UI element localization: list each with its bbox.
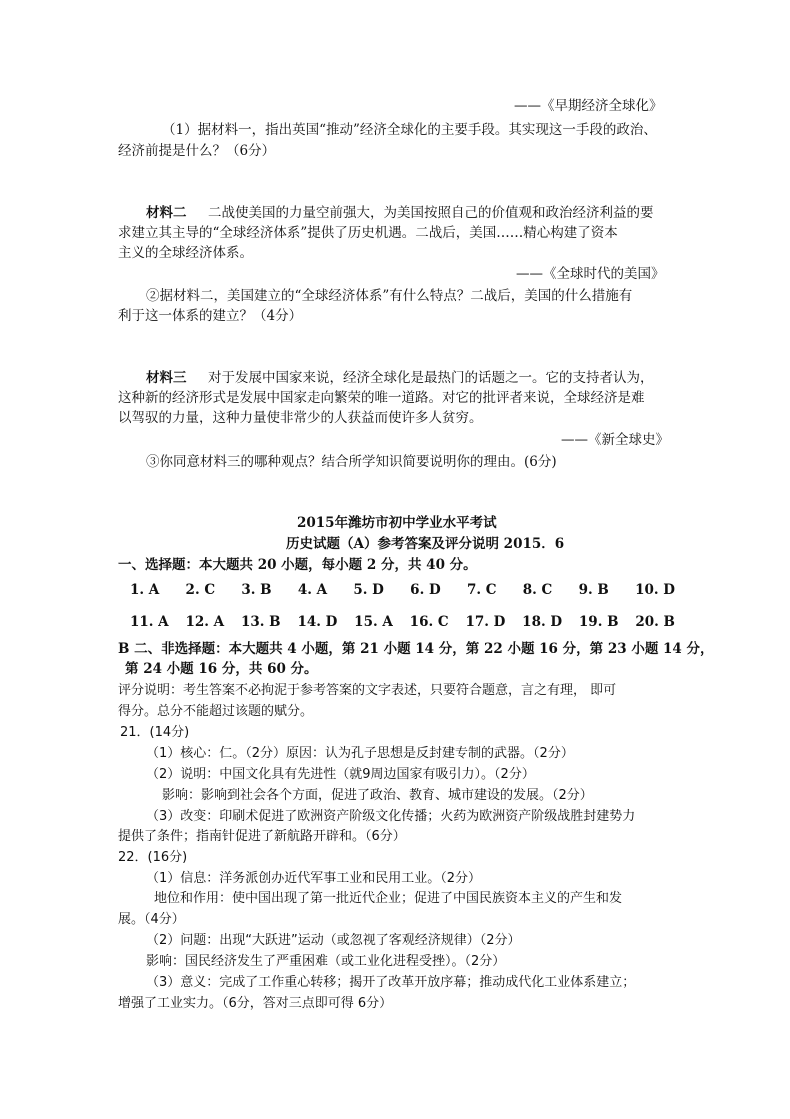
- answer-key-subtitle: 历史试题（A）参考答案及评分说明 2015．6: [286, 536, 565, 552]
- answer-item: 17. D: [465, 614, 506, 630]
- answer-21-part-2-impact: 影响：影响到社会各个方面，促进了政治、教育、城市建设的发展。（2分）: [162, 788, 593, 803]
- answer-item: 20. B: [635, 614, 675, 630]
- answer-21-part-2: （2）说明：中国文化具有先进性（就9周边国家有吸引力）。（2分）: [146, 767, 535, 782]
- answer-item: 12. A: [185, 614, 225, 630]
- answer-item: 19. B: [578, 614, 619, 630]
- source-global-america: ——《全球时代的美国》: [516, 266, 665, 282]
- answer-22-part-1-cont: 展。（4分）: [118, 912, 185, 927]
- answer-item: 7. C: [466, 582, 497, 598]
- section-2-heading-line-2: 第 24 小题 16 分，共 60 分。: [125, 661, 318, 677]
- answers-row-1: [130, 582, 675, 598]
- answer-item: 8. C: [522, 582, 553, 598]
- section-2-heading-line-1: B 二、非选择题：本大题共 4 小题，第 21 小题 14 分，第 22 小题 16 分，第 23 小题 14 分，: [118, 641, 714, 657]
- answer-item: 13. B: [241, 614, 281, 630]
- question-1-line-2: 经济前提是什么？（6分）: [118, 143, 276, 159]
- scoring-note-line-2: 得分。总分不能超过该题的赋分。: [118, 704, 314, 719]
- answer-item: 3. B: [241, 582, 272, 598]
- section-1-heading: 一、选择题：本大题共 20 小题，每小题 2 分，共 40 分。: [118, 557, 477, 573]
- material-2-line-2: 求建立其主导的“全球经济体系”提供了历史机遇。二战后，美国……精心构建了资本: [118, 225, 618, 241]
- answer-item: 5. D: [353, 582, 384, 598]
- answer-21-part-3: （3）改变：印刷术促进了欧洲资产阶级文化传播；火药为欧洲资产阶级战胜封建势力: [146, 809, 636, 824]
- answer-22-part-1-role: 地位和作用：使中国出现了第一批近代企业；促进了中国民族资本主义的产生和发: [154, 891, 623, 906]
- answers-row-2: [130, 614, 675, 630]
- material-2-line-3: 主义的全球经济体系。: [118, 245, 253, 261]
- answer-22-part-2: （2）问题：出现“大跃进”运动（或忽视了客观经济规律）（2分）: [146, 933, 521, 948]
- scoring-note-line-1: 评分说明：考生答案不必拘泥于参考答案的文字表述，只要符合题意，言之有理， 即可: [118, 683, 617, 698]
- answer-22-part-3: （3）意义：完成了工作重心转移；揭开了改革开放序幕；推动成代化工业体系建立；: [146, 975, 636, 990]
- answer-item: 15. A: [354, 614, 393, 630]
- material-2-line-1: 二战使美国的力量空前强大，为美国按照自己的价值观和政治经济利益的要: [208, 205, 654, 221]
- answer-22-part-1: （1）信息：洋务派创办近代军事工业和民用工业。（2分）: [146, 871, 482, 886]
- source-new-global-history: ——《新全球史》: [561, 432, 669, 448]
- answer-22-heading: 22．(16分): [118, 850, 188, 865]
- answer-21-part-3-cont: 提供了条件；指南针促进了新航路开辟和。（6分）: [118, 829, 406, 844]
- answer-item: 9. B: [578, 582, 609, 598]
- answer-21-heading: 21．(14分): [120, 725, 190, 740]
- source-early-globalization: ——《早期经济全球化》: [514, 98, 663, 114]
- question-2-line-1: ②据材料二，美国建立的“全球经济体系”有什么特点？二战后，美国的什么措施有: [146, 288, 633, 304]
- answer-22-part-3-cont: 增强了工业实力。（6分，答对三点即可得 6分）: [118, 996, 393, 1011]
- answer-item: 11. A: [130, 614, 169, 630]
- question-2-line-2: 利于这一体系的建立？（4分）: [118, 308, 303, 324]
- answer-item: 6. D: [410, 582, 441, 598]
- answer-key-title: 2015年潍坊市初中学业水平考试: [297, 515, 497, 531]
- material-3-label: 材料三: [146, 370, 187, 386]
- question-1-line-1: （1）据材料一，指出英国“推动”经济全球化的主要手段。其实现这一手段的政治、: [162, 122, 657, 138]
- material-3-line-1: 对于发展中国家来说，经济全球化是最热门的话题之一。它的支持者认为，: [208, 370, 654, 386]
- answer-item: 10. D: [635, 582, 675, 598]
- answer-item: 14. D: [297, 614, 338, 630]
- material-3-line-3: 以驾驭的力量，这种力量使非常少的人获益而使许多人贫穷。: [118, 410, 483, 426]
- answer-item: 16. C: [409, 614, 449, 630]
- answer-22-part-2-impact: 影响：国民经济发生了严重困难（或工业化进程受挫）。（2分）: [146, 954, 506, 969]
- answer-item: 2. C: [185, 582, 216, 598]
- answer-item: 1. A: [130, 582, 160, 598]
- answer-item: 4. A: [297, 582, 328, 598]
- material-3-line-2: 这种新的经济形式是发展中国家走向繁荣的唯一道路。对它的批评者来说，全球经济是难: [118, 390, 645, 406]
- answer-item: 18. D: [522, 614, 563, 630]
- question-3: ③你同意材料三的哪种观点？结合所学知识简要说明你的理由。(6分): [146, 454, 557, 470]
- answer-21-part-1: （1）核心：仁。（2分）原因：认为孔子思想是反封建专制的武器。（2分）: [146, 746, 574, 761]
- material-2-label: 材料二: [146, 205, 187, 221]
